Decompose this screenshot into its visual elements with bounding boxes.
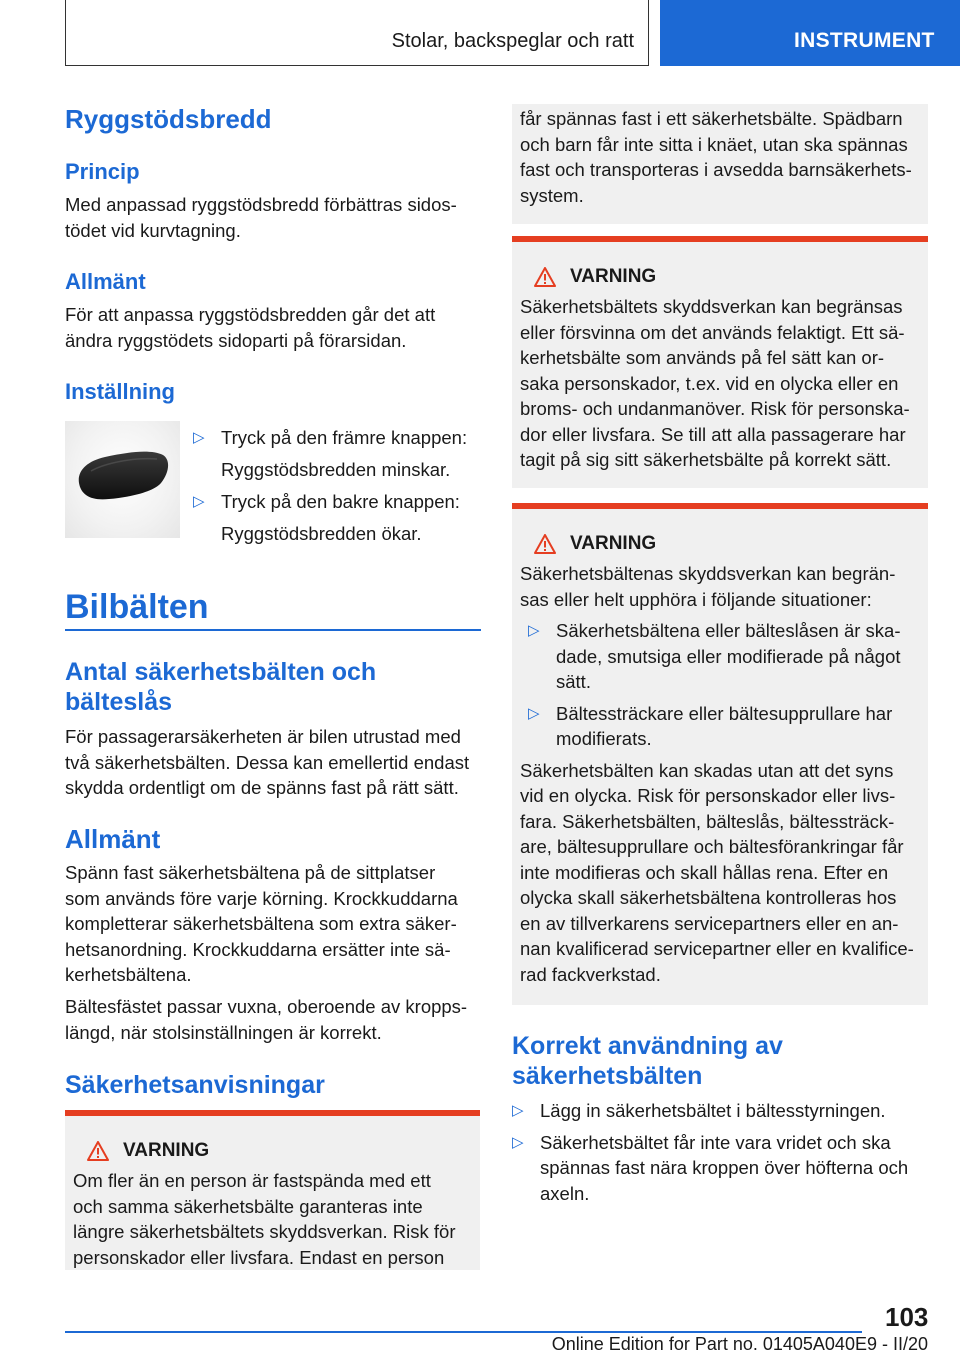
warning-triangle-icon [534,267,556,287]
heading-allmant-2: Allmänt [65,824,161,854]
warning-3-intro: Säkerhetsbältenas skyddsverkan kan begrän- sas eller helt upphöra i följande situationer: [520,563,896,610]
list-item: ▷ Säkerhetsbältena eller bälteslåsen är ska- dade, smutsiga eller modifierade på något sätt. [528,620,901,692]
list-item: ▷ Bältessträckare eller bältesupprullare har modifierats. [528,702,893,749]
antal-text: För passagerarsäkerheten är bilen utrustad med två säkerhetsbälten. Dessa kan emellertid endast skydda ordentligt om de spänns fast på rätt sätt. [65,726,470,798]
list-item: ▷ Tryck på den bakre knappen: Ryggstödsbredden ökar. [193,486,483,550]
warning-triangle-icon [534,534,556,554]
list-item: ▷ Tryck på den främre knappen: Ryggstödsbredden minskar. [193,422,483,486]
heading-antal: Antal säkerhetsbälten och bälteslås [65,658,377,716]
warning-2-text: Säkerhetsbältets skyddsverkan kan begränsas eller försvinna om det används felaktigt. Ett sä- kerhetsbälte som används på fel sätt kan or- saka personskador, t.ex. vid en olycka eller en broms- och undanmanöver. Risk för personska- dor eller livsfara. Se till att alla passagerare har tagit på sig sitt säkerhetsbälte på korrekt sätt. [520,296,910,470]
warning-3-bullets [520,618,920,752]
triangle-bullet-icon: ▷ [193,493,205,510]
list-item: ▷ Säkerhetsbältet får inte vara vridet och ska spännas fast nära kroppen över höfterna och axeln. [512,1131,909,1204]
korrekt-list [512,1098,932,1206]
header-chapter-title: INSTRUMENT [794,29,935,52]
header-section-tab [65,0,649,66]
triangle-bullet-icon: ▷ [528,622,540,639]
list-item: ▷ Lägg in säkerhetsbältet i bältesstyrningen. [512,1098,932,1124]
warning-title: VARNING [520,533,920,555]
allmant-text: För att anpassa ryggstödsbredden går det att ändra ryggstödets sidoparti på förarsidan. [65,304,436,351]
footer-edition[interactable]: Online Edition for Part no. 01405A040E9 - II/20 [551,1334,928,1354]
warning-1-text: Om fler än en person är fastspända med ett och samma säkerhetsbälte garanteras inte längre säkerhetsbältets skyddsverkan. Risk för personskador eller livsfara. Endast en person [73,1170,456,1268]
heading-princip: Princip [65,159,140,184]
allmant-2-text-b: Bältesfästet passar vuxna, oberoende av kropps- längd, när stolsinställningen är korrekt. [65,996,468,1043]
heading-sakerhetsanvisningar: Säkerhetsanvisningar [65,1071,325,1099]
triangle-bullet-icon: ▷ [193,429,205,446]
heading-installning: Inställning [65,379,175,404]
warning-box-1 [65,1110,480,1270]
seat-button-image [65,421,180,538]
warning-box-3 [512,503,928,1005]
heading-allmant: Allmänt [65,269,146,294]
allmant-2-text: Spänn fast säkerhetsbältena på de sittplatser som används före varje körning. Krockkuddarna kompletterar säkerhetsbältena som extra säker- hetsanordning. Krockkuddarna ersätter inte sä- kerhetsbältena. [65,862,458,985]
warning-title: VARNING [73,1140,472,1162]
warning-box-2 [512,236,928,488]
princip-text: Med anpassad ryggstödsbredd förbättras sidos- tödet vid kurvtagning. [65,194,457,241]
warning-triangle-icon [87,1141,109,1161]
chapter-divider [65,629,481,631]
header-chapter-tab[interactable] [660,0,960,66]
triangle-bullet-icon: ▷ [512,1133,524,1151]
footer-divider [65,1331,862,1333]
page-number: 103 [885,1302,929,1332]
section-title-ryggstodsbredd: Ryggstödsbredd [65,104,272,134]
triangle-bullet-icon: ▷ [512,1102,524,1119]
warning-title: VARNING [520,266,920,288]
warning-3-text: Säkerhetsbälten kan skadas utan att det syns vid en olycka. Risk för personskador eller livs- fara. Säkerhetsbälten, bälteslås, bältessträck- are, bältesupprullare och bältesförankringar får inte modifieras och skall hållas rena. Efter en olycka skall säkerhetsbältena kontrolleras hos en av tillverkarens servicepartners eller en an- nan kvalificerad servicepartner eller en kvalifice- rad fackverkstad. [520,759,914,985]
chapter-title-bilbalten: Bilbälten [65,588,209,626]
seat-button-icon [65,421,180,538]
header-section-title: Stolar, backspeglar och ratt [391,30,634,52]
triangle-bullet-icon: ▷ [528,704,540,722]
warning-1-continuation: får spännas fast i ett säkerhetsbälte. Spädbarn och barn får inte sitta i knäet, utan ska spännas fast och transporteras i avsedda barnsäkerhets- system. [512,104,928,224]
heading-korrekt-anvandning: Korrekt användning av säkerhetsbälten [512,1032,783,1090]
installning-list [193,422,483,550]
